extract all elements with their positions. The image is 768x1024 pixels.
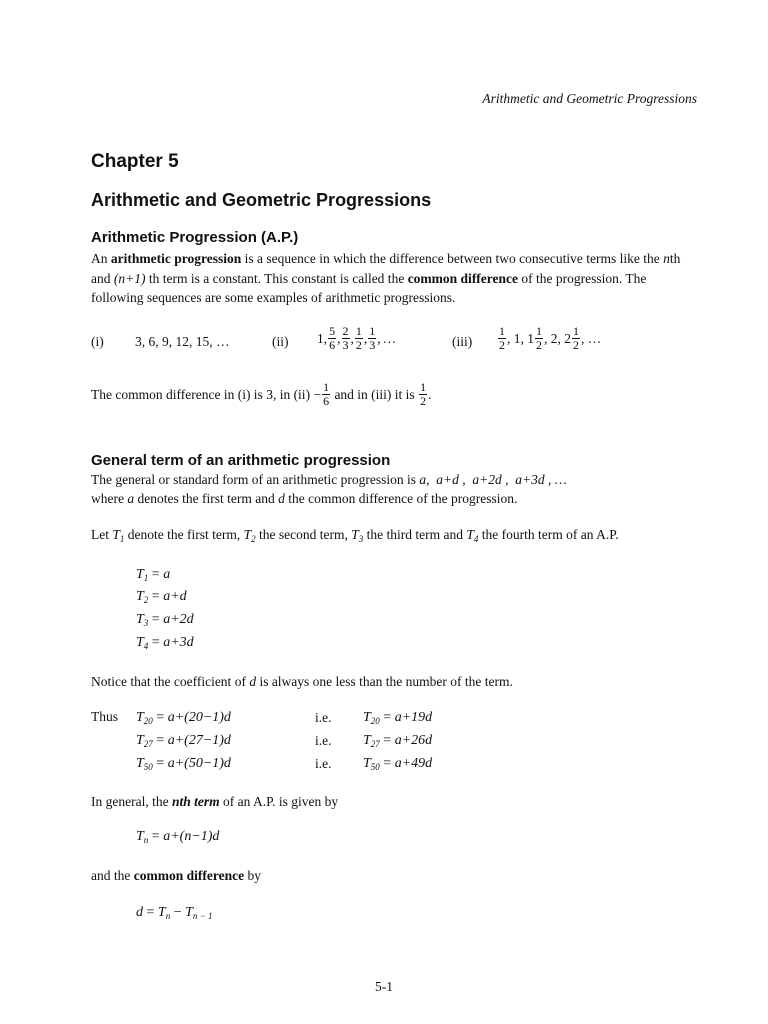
thus-label: Thus	[91, 709, 118, 724]
denominator: 2	[536, 338, 542, 352]
text: The general or standard form of an arithmetic progression is	[91, 472, 420, 487]
numerator: 1	[573, 324, 579, 338]
rhs: a+(27−1)d	[167, 733, 231, 748]
text: the common difference of the progression.	[284, 491, 518, 506]
running-head: Arithmetic and Geometric Progressions	[482, 91, 697, 106]
denominator: 2	[420, 394, 427, 408]
var-d: d	[278, 491, 285, 506]
text: An	[91, 251, 111, 266]
ellipsis: …	[587, 330, 602, 346]
ie-label: i.e.	[315, 733, 332, 748]
text: of the progression. The following sequences are some examples of arithmetic progressions.	[91, 270, 647, 305]
term: 2	[550, 330, 558, 346]
text: 1,	[317, 330, 328, 346]
equation-T27: $T_{27} = a+(27-1)d$	[136, 733, 231, 749]
text: is always one less than the number of the term.	[256, 674, 513, 689]
term-common-difference: common difference	[407, 270, 519, 286]
common-difference-line	[91, 868, 261, 884]
equation-T20: $T_{20} = a+(20-1)d$	[136, 710, 231, 726]
subscript: 50	[143, 762, 153, 772]
text: Notice that the coefficient of	[91, 674, 250, 689]
fraction	[342, 325, 350, 352]
text: denotes the first term and	[134, 491, 279, 506]
text: and in (iii) it is	[331, 386, 419, 402]
rhs: a+49d	[394, 756, 433, 771]
equation-T3: $T_3 = a+2d$	[136, 612, 194, 628]
notice-line	[91, 674, 513, 690]
fraction	[572, 325, 580, 352]
fraction	[498, 325, 506, 352]
numerator: 5	[329, 324, 336, 338]
subscript: 27	[370, 739, 380, 749]
numerator: 1	[420, 380, 427, 394]
text: .	[428, 386, 432, 402]
subscript: 27	[143, 739, 153, 749]
page-number: 5-1	[375, 979, 393, 994]
numerator: 1	[323, 380, 330, 394]
ie-label: i.e.	[315, 710, 332, 725]
var-T2: $T_2$	[243, 527, 256, 544]
fraction	[368, 325, 376, 352]
rhs: a+(n−1)d	[163, 829, 220, 844]
text: of an A.P. is given by	[219, 794, 339, 809]
rhs: a	[163, 567, 171, 582]
standard-form-terms: a, a+d , a+2d , a+3d , …	[419, 472, 567, 487]
chapter-title: Arithmetic and Geometric Progressions	[91, 190, 432, 210]
var-d: d	[249, 674, 257, 689]
numerator: 1	[355, 324, 362, 338]
var-T4: $T_4$	[466, 527, 479, 544]
equation-T50-simplified: $T_{50} = a+49d$	[363, 756, 433, 772]
fraction	[535, 325, 543, 352]
chapter-number: Chapter 5	[91, 151, 179, 172]
example-ii-sequence: 1, $\frac{5}{6}$ , $\frac{2}{3}$ , $\frac{1}{2}$ , $\frac{1}{3}$ , …	[317, 324, 397, 352]
equation-T1: $T_1 = a$	[136, 567, 171, 583]
text: th and	[91, 251, 681, 286]
fraction	[328, 325, 336, 352]
let-line	[91, 527, 619, 543]
term-common-difference: common difference	[133, 868, 245, 883]
example-i-label: (i)	[91, 334, 104, 349]
equation-T27-simplified: $T_{27} = a+26d$	[363, 733, 433, 749]
expr-n-plus-1: (n+1)	[113, 270, 146, 286]
equation-common-difference: $d = T_n - T_{n - 1}$	[136, 905, 213, 921]
term-arithmetic-progression: arithmetic progression	[110, 251, 242, 266]
section-heading-general-term: General term of an arithmetic progression	[91, 452, 391, 469]
text: th term is a constant. This constant is called the	[145, 270, 408, 286]
example-ii-label: (ii)	[272, 334, 289, 349]
text: where	[91, 491, 128, 506]
numerator: 1	[369, 324, 376, 338]
text: by	[244, 868, 261, 883]
text: is a sequence in which the difference between two consecutive terms like the	[241, 251, 664, 266]
rhs: a+19d	[394, 710, 433, 725]
rhs: a+d	[163, 589, 187, 604]
equation-T20-simplified: $T_{20} = a+19d$	[363, 710, 433, 726]
rhs: a+2d	[163, 612, 194, 627]
term-nth-term: nth term	[171, 794, 220, 809]
ellipsis: …	[382, 330, 397, 346]
denominator: 3	[369, 338, 376, 352]
equation-T50: $T_{50} = a+(50-1)d$	[136, 756, 231, 772]
whole-part: 1	[527, 330, 534, 346]
example-iii-label: (iii)	[452, 334, 473, 349]
minus-sign: −	[313, 386, 322, 402]
section-heading-ap: Arithmetic Progression (A.P.)	[91, 229, 299, 246]
text: denote the first term,	[124, 527, 244, 542]
rhs: a+(50−1)d	[167, 756, 231, 771]
text: Let	[91, 527, 113, 542]
text: the third term and	[363, 527, 467, 542]
text: the second term,	[255, 527, 352, 542]
denominator: 6	[323, 394, 330, 408]
where-line	[91, 491, 517, 507]
fraction	[355, 325, 363, 352]
fraction	[322, 381, 330, 408]
general-nth-term-line	[91, 794, 338, 810]
subscript: 20	[143, 716, 153, 726]
rhs: a+(20−1)d	[167, 710, 231, 725]
ap-definition-paragraph	[91, 249, 691, 308]
text: and the	[91, 868, 134, 883]
common-difference-sentence	[91, 381, 431, 408]
whole-part: 2	[564, 330, 571, 346]
text: The common difference in (i) is 3, in (ii)	[91, 386, 314, 402]
numerator: 1	[536, 324, 542, 338]
subscript: n − 1	[192, 911, 213, 921]
example-i-sequence: 3, 6, 9, 12, 15, …	[135, 334, 230, 349]
standard-form-line	[91, 472, 567, 488]
var-T1: $T_1$	[112, 527, 125, 544]
numerator: 2	[342, 324, 349, 338]
rhs: a+3d	[163, 635, 194, 650]
denominator: 6	[329, 338, 336, 352]
subscript: 20	[370, 716, 380, 726]
text: In general, the	[91, 794, 172, 809]
var-n: n	[663, 251, 670, 266]
denominator: 2	[573, 338, 579, 352]
denominator: 2	[355, 338, 362, 352]
example-iii-sequence: $\frac{1}{2}$ , 1 , 1 $\frac{1}{2}$ , 2 , 2 $\frac{1}{2}$ , …	[499, 324, 602, 352]
var-a: a	[127, 491, 135, 506]
equation-nth-term: $T_n = a+(n-1)d$	[136, 829, 220, 845]
equation-T4: $T_4 = a+3d$	[136, 635, 194, 651]
var-T3: $T_3$	[351, 527, 364, 544]
subscript: 50	[370, 762, 380, 772]
numerator: 1	[499, 324, 505, 338]
denominator: 3	[342, 338, 349, 352]
rhs: a+26d	[394, 733, 433, 748]
equation-T2: $T_2 = a+d$	[136, 589, 187, 605]
term: 1	[513, 330, 521, 346]
fraction	[419, 381, 427, 408]
ie-label: i.e.	[315, 756, 332, 771]
text: the fourth term of an A.P.	[478, 527, 619, 542]
denominator: 2	[499, 338, 505, 352]
